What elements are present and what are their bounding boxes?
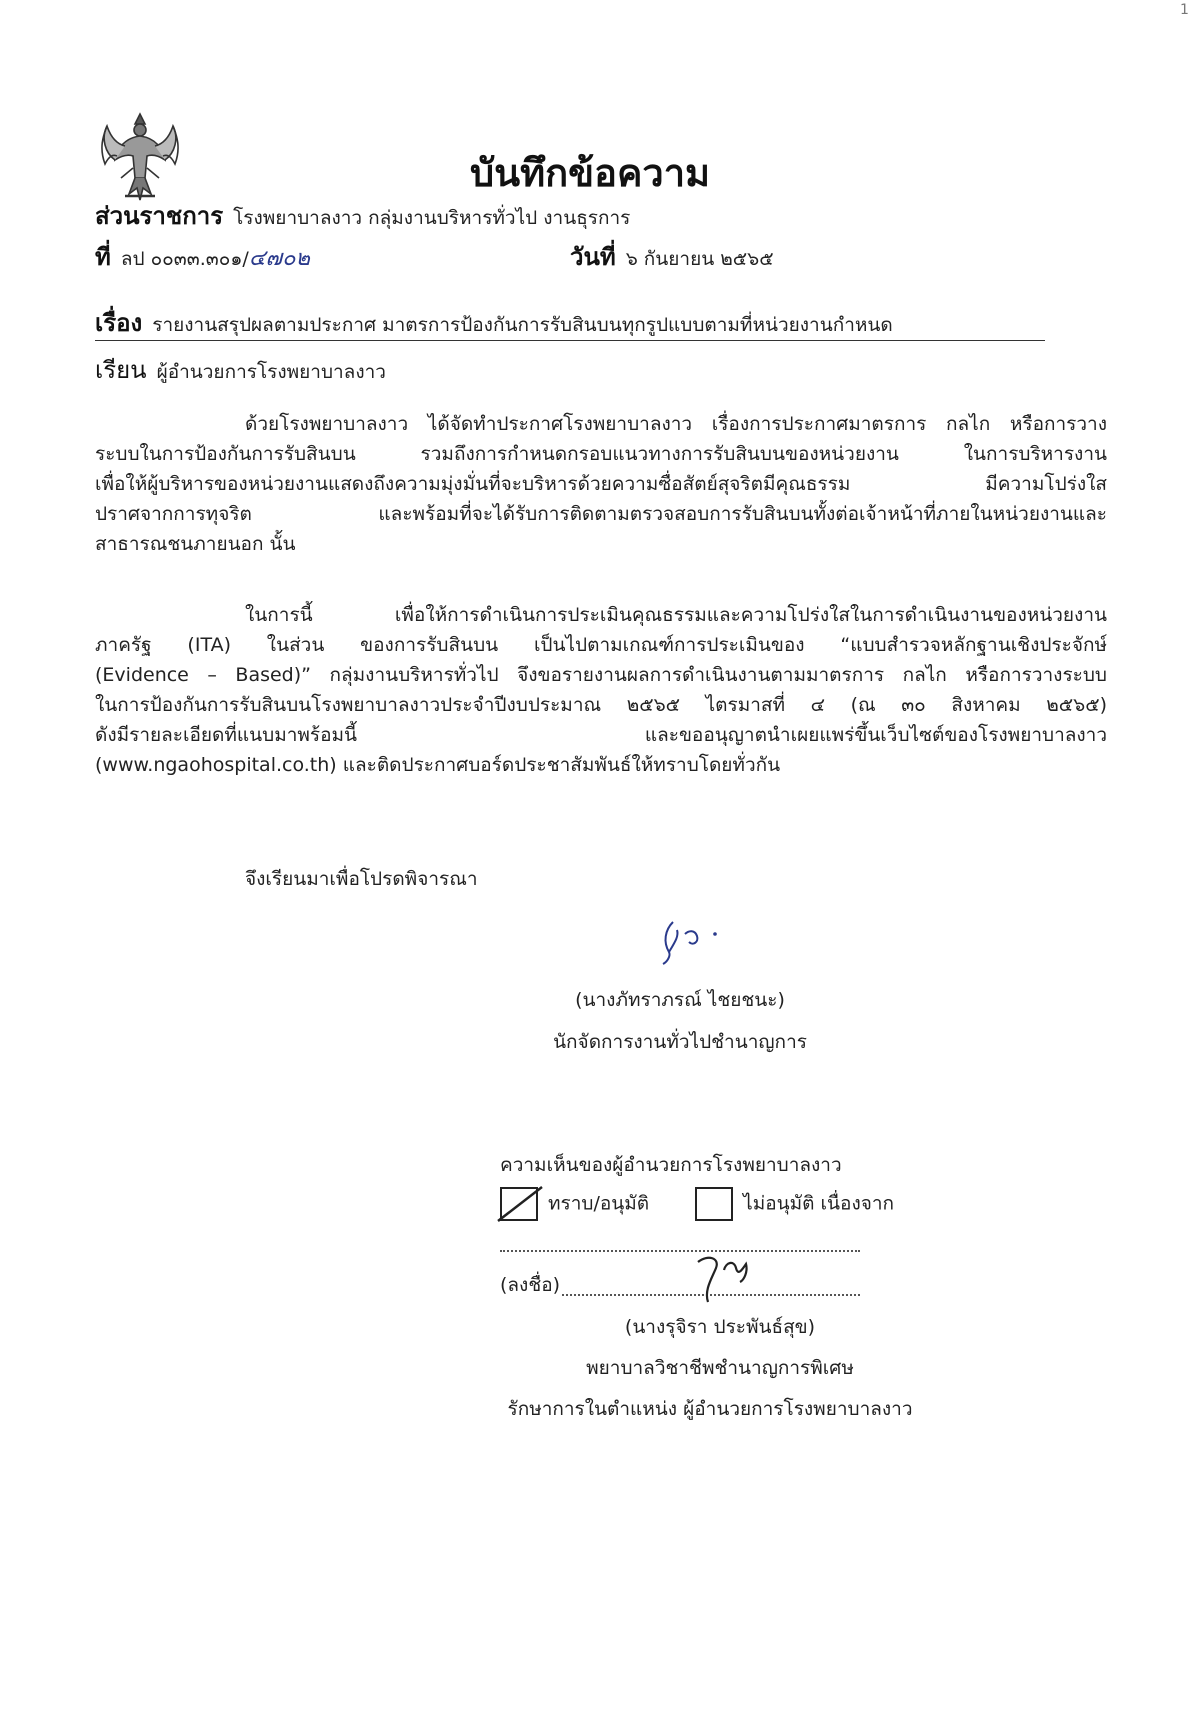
para1-line: ปราศจากการทุจริต และพร้อมที่จะได้รับการติดตามตรวจสอบการรับสินบนทั้งต่อเจ้าหน้าที่ภายในหน่วยงานและ	[95, 503, 1107, 525]
approver-acting: รักษาการในตำแหน่ง ผู้อำนวยการโรงพยาบาลงาว	[507, 1398, 913, 1420]
reject-label: ไม่อนุมัติ เนื่องจาก	[743, 1192, 895, 1215]
subject-label: เรื่อง	[95, 309, 143, 337]
paragraph-1	[95, 409, 1107, 559]
date-row	[570, 237, 774, 276]
check-mark-icon	[494, 1183, 546, 1225]
signature-2	[690, 1250, 760, 1306]
signer-position: นักจัดการงานทั่วไปชำนาญการ	[553, 1031, 807, 1053]
para2-line: (Evidence – Based)” กลุ่มงานบริหารทั่วไป จึงขอรายงานผลการดำเนินงานตามมาตรการ กลไก หรือการวางระบบ	[95, 664, 1107, 686]
approval-options	[500, 1187, 894, 1221]
paragraph-2	[95, 600, 1107, 780]
signature-1	[655, 912, 745, 972]
approve-label: ทราบ/อนุมัติ	[548, 1192, 650, 1215]
approver-position: พยาบาลวิชาชีพชำนาญการพิเศษ	[586, 1357, 854, 1379]
para1-line: เพื่อให้ผู้บริหารของหน่วยงานแสดงถึงความมุ่งมั่นที่จะบริหารด้วยความซื่อสัตย์สุจริตมีคุณธรรม มีความโปร่งใส	[95, 473, 1107, 495]
comment-dotted-line	[500, 1250, 860, 1252]
memo-title: บันทึกข้อความ	[470, 151, 711, 195]
closing-text: จึงเรียนมาเพื่อโปรดพิจารณา	[245, 868, 478, 890]
agency-label: ส่วนราชการ	[95, 202, 224, 230]
para2-line: (www.ngaohospital.co.th) และติดประกาศบอร์ดประชาสัมพันธ์ให้ทราบโดยทั่วกัน	[95, 754, 781, 776]
date-label: วันที่	[570, 243, 616, 271]
ref-label: ที่	[95, 243, 111, 271]
subject-value: รายงานสรุปผลตามประกาศ มาตรการป้องกันการรับสินบนทุกรูปแบบตามที่หน่วยงานกำหนด	[152, 314, 893, 336]
garuda-emblem-icon	[95, 108, 185, 208]
approver-name: (นางรุจิรา ประพันธ์สุข)	[624, 1316, 816, 1338]
para2-line: ดังมีรายละเอียดที่แนบมาพร้อมนี้ และขออนุญาตนำเผยแพร่ขึ้นเว็บไซต์ของโรงพยาบาลงาว	[95, 724, 1107, 746]
para1-line: สาธารณชนภายนอก นั้น	[95, 533, 296, 555]
para2-line: ภาครัฐ (ITA) ในส่วน ของการรับสินบน เป็นไปตามเกณฑ์การประเมินของ “แบบสำรวจหลักฐานเชิงประจักษ์	[95, 634, 1107, 656]
to-label: เรียน	[95, 356, 147, 384]
agency-value: โรงพยาบาลงาว กลุ่มงานบริหารทั่วไป งานธุรการ	[233, 207, 631, 229]
to-value: ผู้อำนวยการโรงพยาบาลงาว	[156, 361, 386, 383]
agency-row	[95, 196, 630, 235]
approve-checkbox[interactable]	[500, 1187, 538, 1221]
signer-name: (นางภัทราภรณ์ ไชยชนะ)	[575, 989, 785, 1011]
para1-line: ระบบในการป้องกันการรับสินบน รวมถึงการกำหนดกรอบแนวทางการรับสินบนของหน่วยงาน ในการบริหารงาน	[95, 443, 1107, 465]
approval-heading: ความเห็นของผู้อำนวยการโรงพยาบาลงาว	[500, 1154, 842, 1176]
para1-line: ด้วยโรงพยาบาลงาว ได้จัดทำประกาศโรงพยาบาลงาว เรื่องการประกาศมาตรการ กลไก หรือการวาง	[245, 413, 1107, 435]
sign-row	[500, 1270, 560, 1300]
para2-line: ในการป้องกันการรับสินบนโรงพยาบาลงาวประจำปีงบประมาณ ๒๕๖๕ ไตรมาสที่ ๔ (ณ ๓๐ สิงหาคม ๒๕๖๕)	[95, 694, 1107, 716]
date-value: ๖ กันยายน ๒๕๖๕	[625, 248, 774, 270]
ref-row	[95, 237, 310, 276]
sign-label: (ลงชื่อ)	[500, 1274, 561, 1296]
subject-row	[95, 303, 893, 342]
subject-underline	[95, 340, 1045, 341]
ref-value: ลป ๐๐๓๓.๓๐๑/	[120, 248, 249, 270]
ref-handwritten: ๔๗๐๒	[248, 246, 310, 271]
para2-line: ในการนี้ เพื่อให้การดำเนินการประเมินคุณธรรมและความโปร่งใสในการดำเนินงานของหน่วยงาน	[245, 604, 1107, 626]
reject-checkbox[interactable]	[695, 1187, 733, 1221]
to-row	[95, 350, 386, 389]
page-number: 1	[1180, 2, 1189, 18]
